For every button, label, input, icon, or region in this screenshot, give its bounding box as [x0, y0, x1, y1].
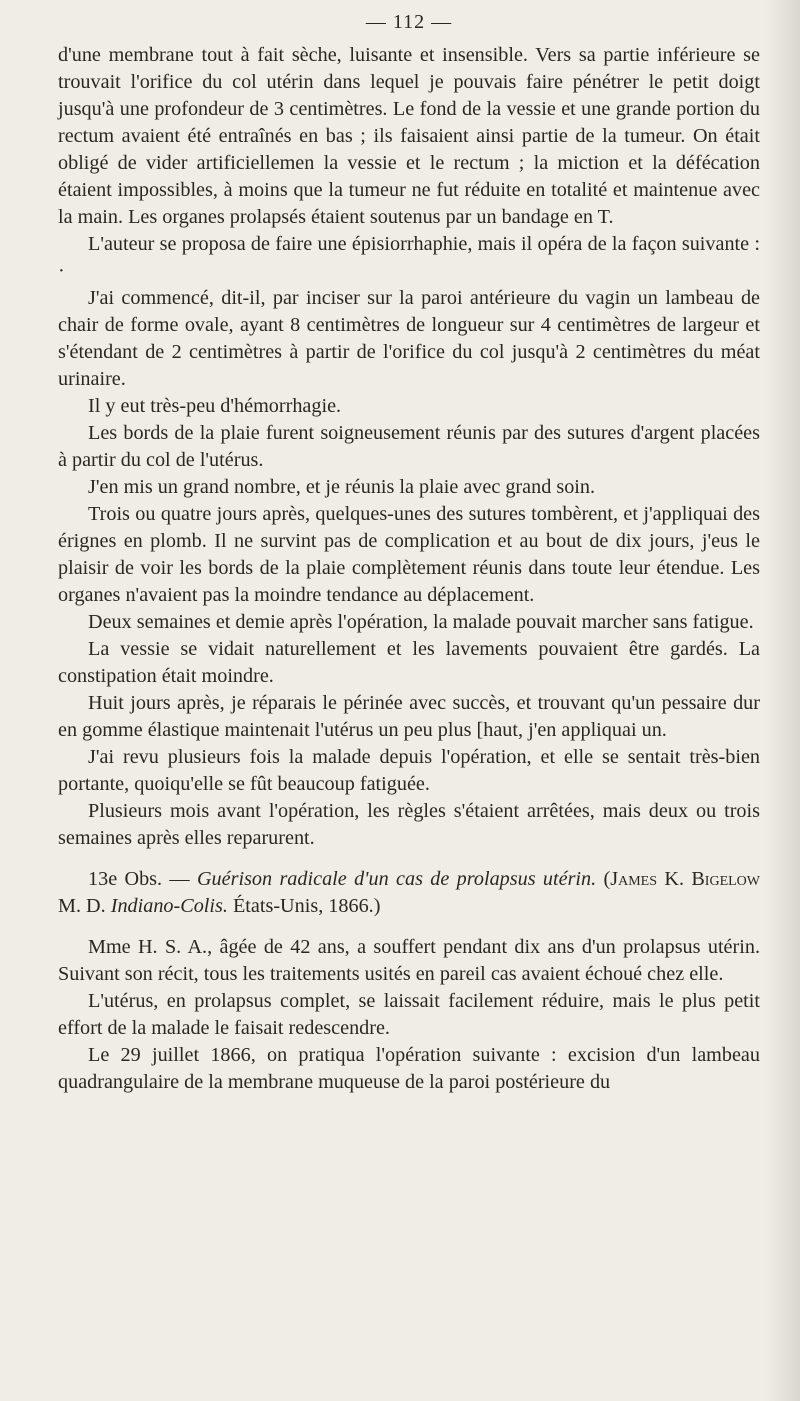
- observation-source-rest: M. D.: [58, 895, 111, 917]
- observation-heading: [58, 866, 760, 920]
- paragraph: L'utérus, en prolapsus complet, se laissait facilement réduire, mais le plus petit effort de la malade le faisait redescendre.: [58, 990, 760, 1039]
- section-gap: [58, 920, 760, 934]
- observation-dash: —: [162, 868, 197, 890]
- observation-number: 13e Obs.: [88, 868, 163, 890]
- observation-author: James K. Bigelow: [610, 868, 760, 890]
- paragraph: Deux semaines et demie après l'opération, la malade pouvait marcher sans fatigue.: [88, 611, 754, 633]
- observation-title: Guérison radicale d'un cas de prolapsus utérin.: [196, 868, 597, 890]
- paragraph: d'une membrane tout à fait sèche, luisante et insensible. Vers sa partie inférieure se trouvait l'orifice du col utérin dans lequel je pouvais faire pénétrer le petit doigt jusqu'à une profondeur de 3 centimètres. Le fond de la vessie et une grande portion du rectum avaient été entraînés en bas ; ils faisaient ainsi partie de la tumeur. On était obligé de vider artificiellemen la vessie et le rectum ; la miction et la défécation étaient impossibles, à moins que la tumeur ne fut réduite en totalité et maintenue avec la main. Les organes prolapsés étaient soutenus par un bandage en T.: [58, 44, 760, 228]
- page-number: — 112 —: [365, 11, 453, 33]
- paragraph: L'auteur se proposa de faire une épisiorrhaphie, mais il opéra de la façon suivante : ·: [58, 233, 760, 282]
- observation-journal: Indiano-Colis.: [110, 895, 228, 917]
- observation-source-open: (: [596, 868, 611, 890]
- section-gap: [58, 852, 760, 866]
- paragraph: Mme H. S. A., âgée de 42 ans, a souffert pendant dix ans d'un prolapsus utérin. Suivant son récit, tous les traitements usités en pareil cas avaient échoué chez elle.: [58, 936, 760, 985]
- paragraph: J'en mis un grand nombre, et je réunis la plaie avec grand soin.: [88, 476, 596, 498]
- paragraph: Plusieurs mois avant l'opération, les règles s'étaient arrêtées, mais deux ou trois semaines après elles reparurent.: [58, 800, 760, 849]
- paragraph: Huit jours après, je réparais le périnée avec succès, et trouvant qu'un pessaire dur en gomme élastique maintenait l'utérus un peu plus [haut, j'en appliquai un.: [58, 692, 760, 741]
- paragraph: J'ai commencé, dit-il, par inciser sur la paroi antérieure du vagin un lambeau de chair de forme ovale, ayant 8 centimètres de longueur sur 4 centimètres de largeur et s'étendant de 2 centimètres à partir de l'orifice du col jusqu'à 2 centimètres du méat urinaire.: [58, 287, 760, 390]
- paragraph: La vessie se vidait naturellement et les lavements pouvaient être gardés. La constipation était moindre.: [58, 638, 760, 687]
- paragraph: J'ai revu plusieurs fois la malade depuis l'opération, et elle se sentait très-bien portante, quoiqu'elle se fût beaucoup fatiguée.: [58, 746, 760, 795]
- paragraph: Les bords de la plaie furent soigneusement réunis par des sutures d'argent placées à partir du col de l'utérus.: [58, 422, 760, 471]
- paragraph: Le 29 juillet 1866, on pratiqua l'opération suivante : excision d'un lambeau quadrangulaire de la membrane muqueuse de la paroi postérieure du: [58, 1044, 760, 1093]
- main-text: [58, 42, 760, 1096]
- paragraph: Trois ou quatre jours après, quelques-unes des sutures tombèrent, et j'appliquai des érignes en plomb. Il ne survint pas de complication et au bout de dix jours, j'eus le plaisir de voir les bords de la plaie complètement réunis dans toute leur étendue. Les organes n'avaient pas la moindre tendance au déplacement.: [58, 503, 760, 606]
- observation-source-end: États-Unis, 1866.): [227, 895, 381, 917]
- paragraph: Il y eut très-peu d'hémorrhagie.: [88, 395, 342, 417]
